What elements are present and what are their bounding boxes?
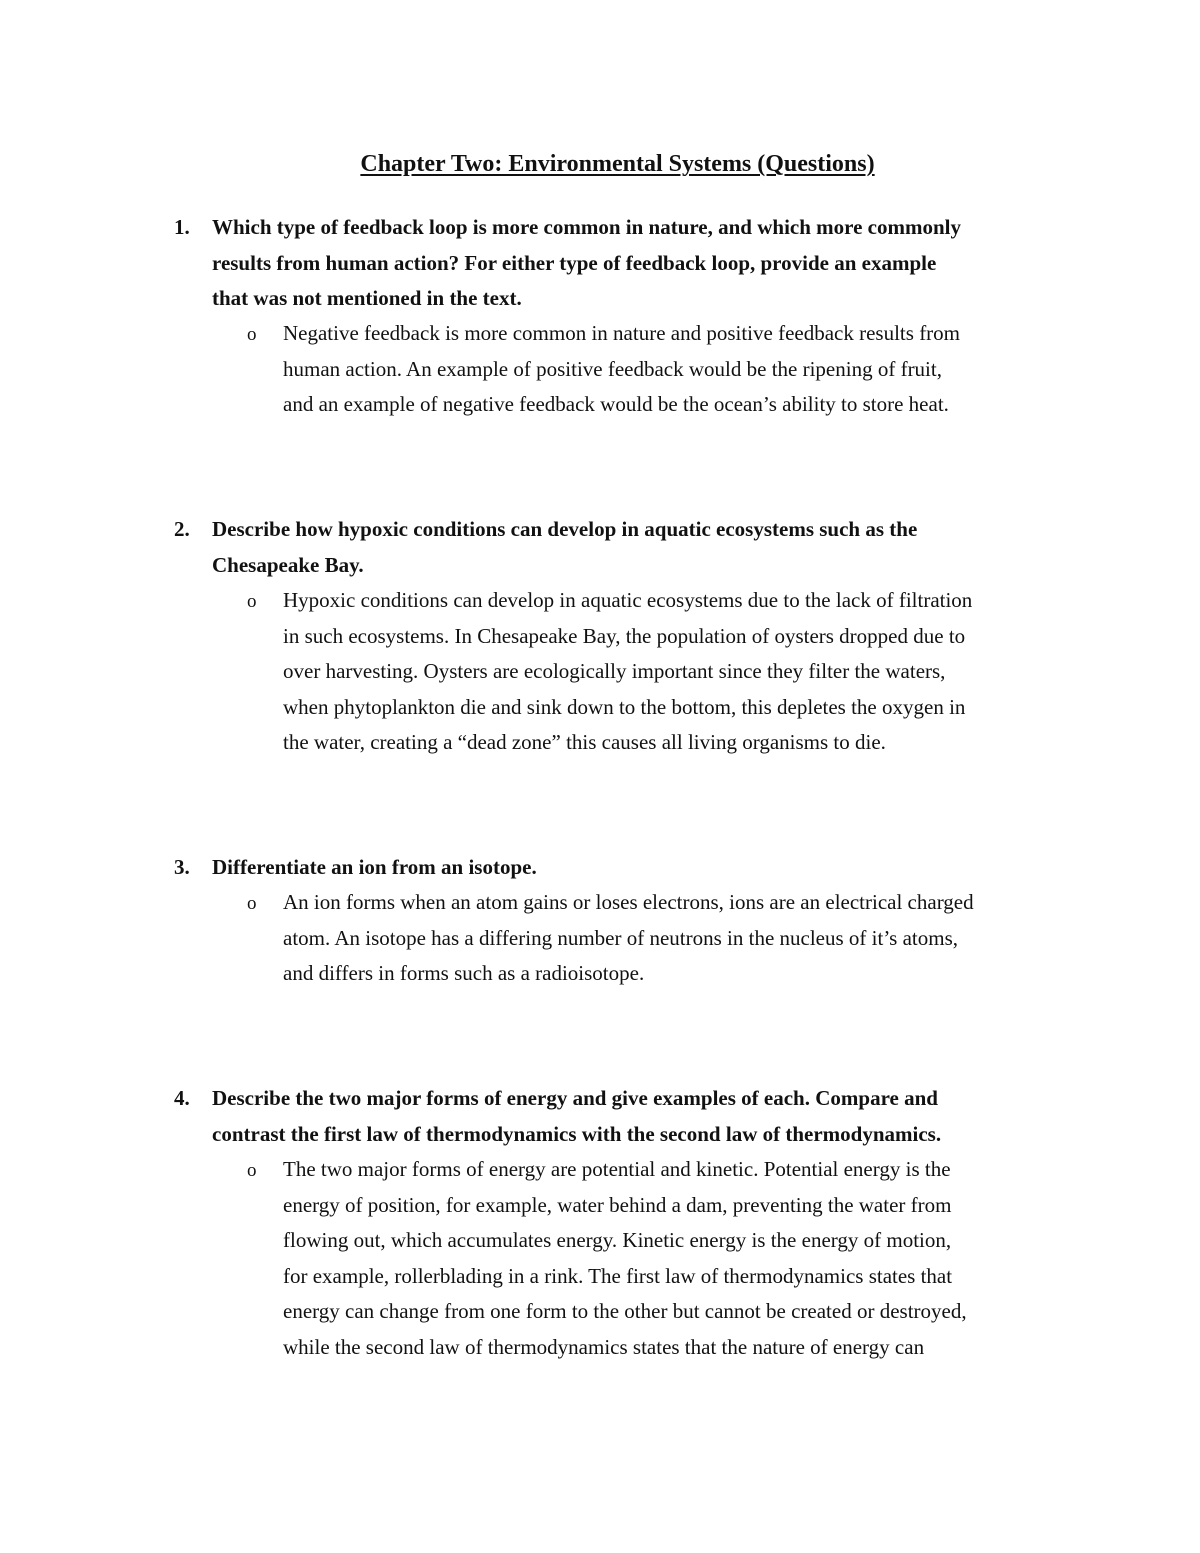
- bullet-icon: o: [247, 1160, 257, 1181]
- answer-line: human action. An example of positive feedback would be the ripening of fruit,: [283, 356, 942, 381]
- question-number: 4.: [174, 1086, 190, 1110]
- question-text: [212, 1081, 1062, 1152]
- answer-line: when phytoplankton die and sink down to the bottom, this depletes the oxygen in: [283, 694, 966, 719]
- question-line: Which type of feedback loop is more common in nature, and which more commonly: [212, 215, 961, 239]
- answer-line: in such ecosystems. In Chesapeake Bay, the population of oysters dropped due to: [283, 623, 966, 648]
- answer-text: [283, 885, 1073, 992]
- answer-line: while the second law of thermodynamics states that the nature of energy can: [283, 1334, 925, 1359]
- question-text: [212, 210, 1062, 317]
- bullet-icon: o: [247, 324, 257, 345]
- question-number: 2.: [174, 517, 190, 541]
- question-line: Describe the two major forms of energy and give examples of each. Compare and: [212, 1086, 938, 1110]
- question-line: Differentiate an ion from an isotope.: [212, 855, 537, 879]
- answer-line: and an example of negative feedback would be the ocean’s ability to store heat.: [283, 392, 949, 416]
- question-line: Chesapeake Bay.: [212, 552, 364, 577]
- question-line: contrast the first law of thermodynamics with the second law of thermodynamics.: [212, 1121, 942, 1146]
- answer-line: the water, creating a “dead zone” this causes all living organisms to die.: [283, 730, 886, 754]
- answer-text: [283, 316, 1073, 423]
- answer-text: [283, 1152, 1073, 1365]
- question-line: results from human action? For either type of feedback loop, provide an example: [212, 250, 937, 275]
- answer-text: [283, 583, 1073, 761]
- question-line: Describe how hypoxic conditions can develop in aquatic ecosystems such as the: [212, 517, 918, 541]
- question-line: that was not mentioned in the text.: [212, 286, 522, 310]
- answer-line: atom. An isotope has a differing number of neutrons in the nucleus of it’s atoms,: [283, 925, 958, 950]
- bullet-icon: o: [247, 893, 257, 914]
- answer-line: for example, rollerblading in a rink. The first law of thermodynamics states that: [283, 1263, 953, 1288]
- answer-line: over harvesting. Oysters are ecologically important since they filter the waters,: [283, 659, 946, 683]
- answer-line: An ion forms when an atom gains or loses electrons, ions are an electrical charged: [283, 890, 974, 914]
- question-number: 1.: [174, 215, 190, 239]
- answer-line: energy can change from one form to the other but cannot be created or destroyed,: [283, 1299, 967, 1323]
- page-title: Chapter Two: Environmental Systems (Questions): [360, 151, 875, 177]
- question-number: 3.: [174, 855, 190, 879]
- answer-line: Hypoxic conditions can develop in aquatic ecosystems due to the lack of filtration: [283, 588, 973, 612]
- answer-line: The two major forms of energy are potential and kinetic. Potential energy is the: [283, 1157, 951, 1181]
- answer-line: flowing out, which accumulates energy. Kinetic energy is the energy of motion,: [283, 1228, 952, 1252]
- bullet-icon: o: [247, 591, 257, 612]
- answer-line: Negative feedback is more common in nature and positive feedback results from: [283, 321, 961, 345]
- question-text: [212, 850, 1062, 886]
- answer-line: and differs in forms such as a radioisotope.: [283, 961, 645, 985]
- answer-line: energy of position, for example, water behind a dam, preventing the water from: [283, 1192, 952, 1217]
- question-text: [212, 512, 1062, 583]
